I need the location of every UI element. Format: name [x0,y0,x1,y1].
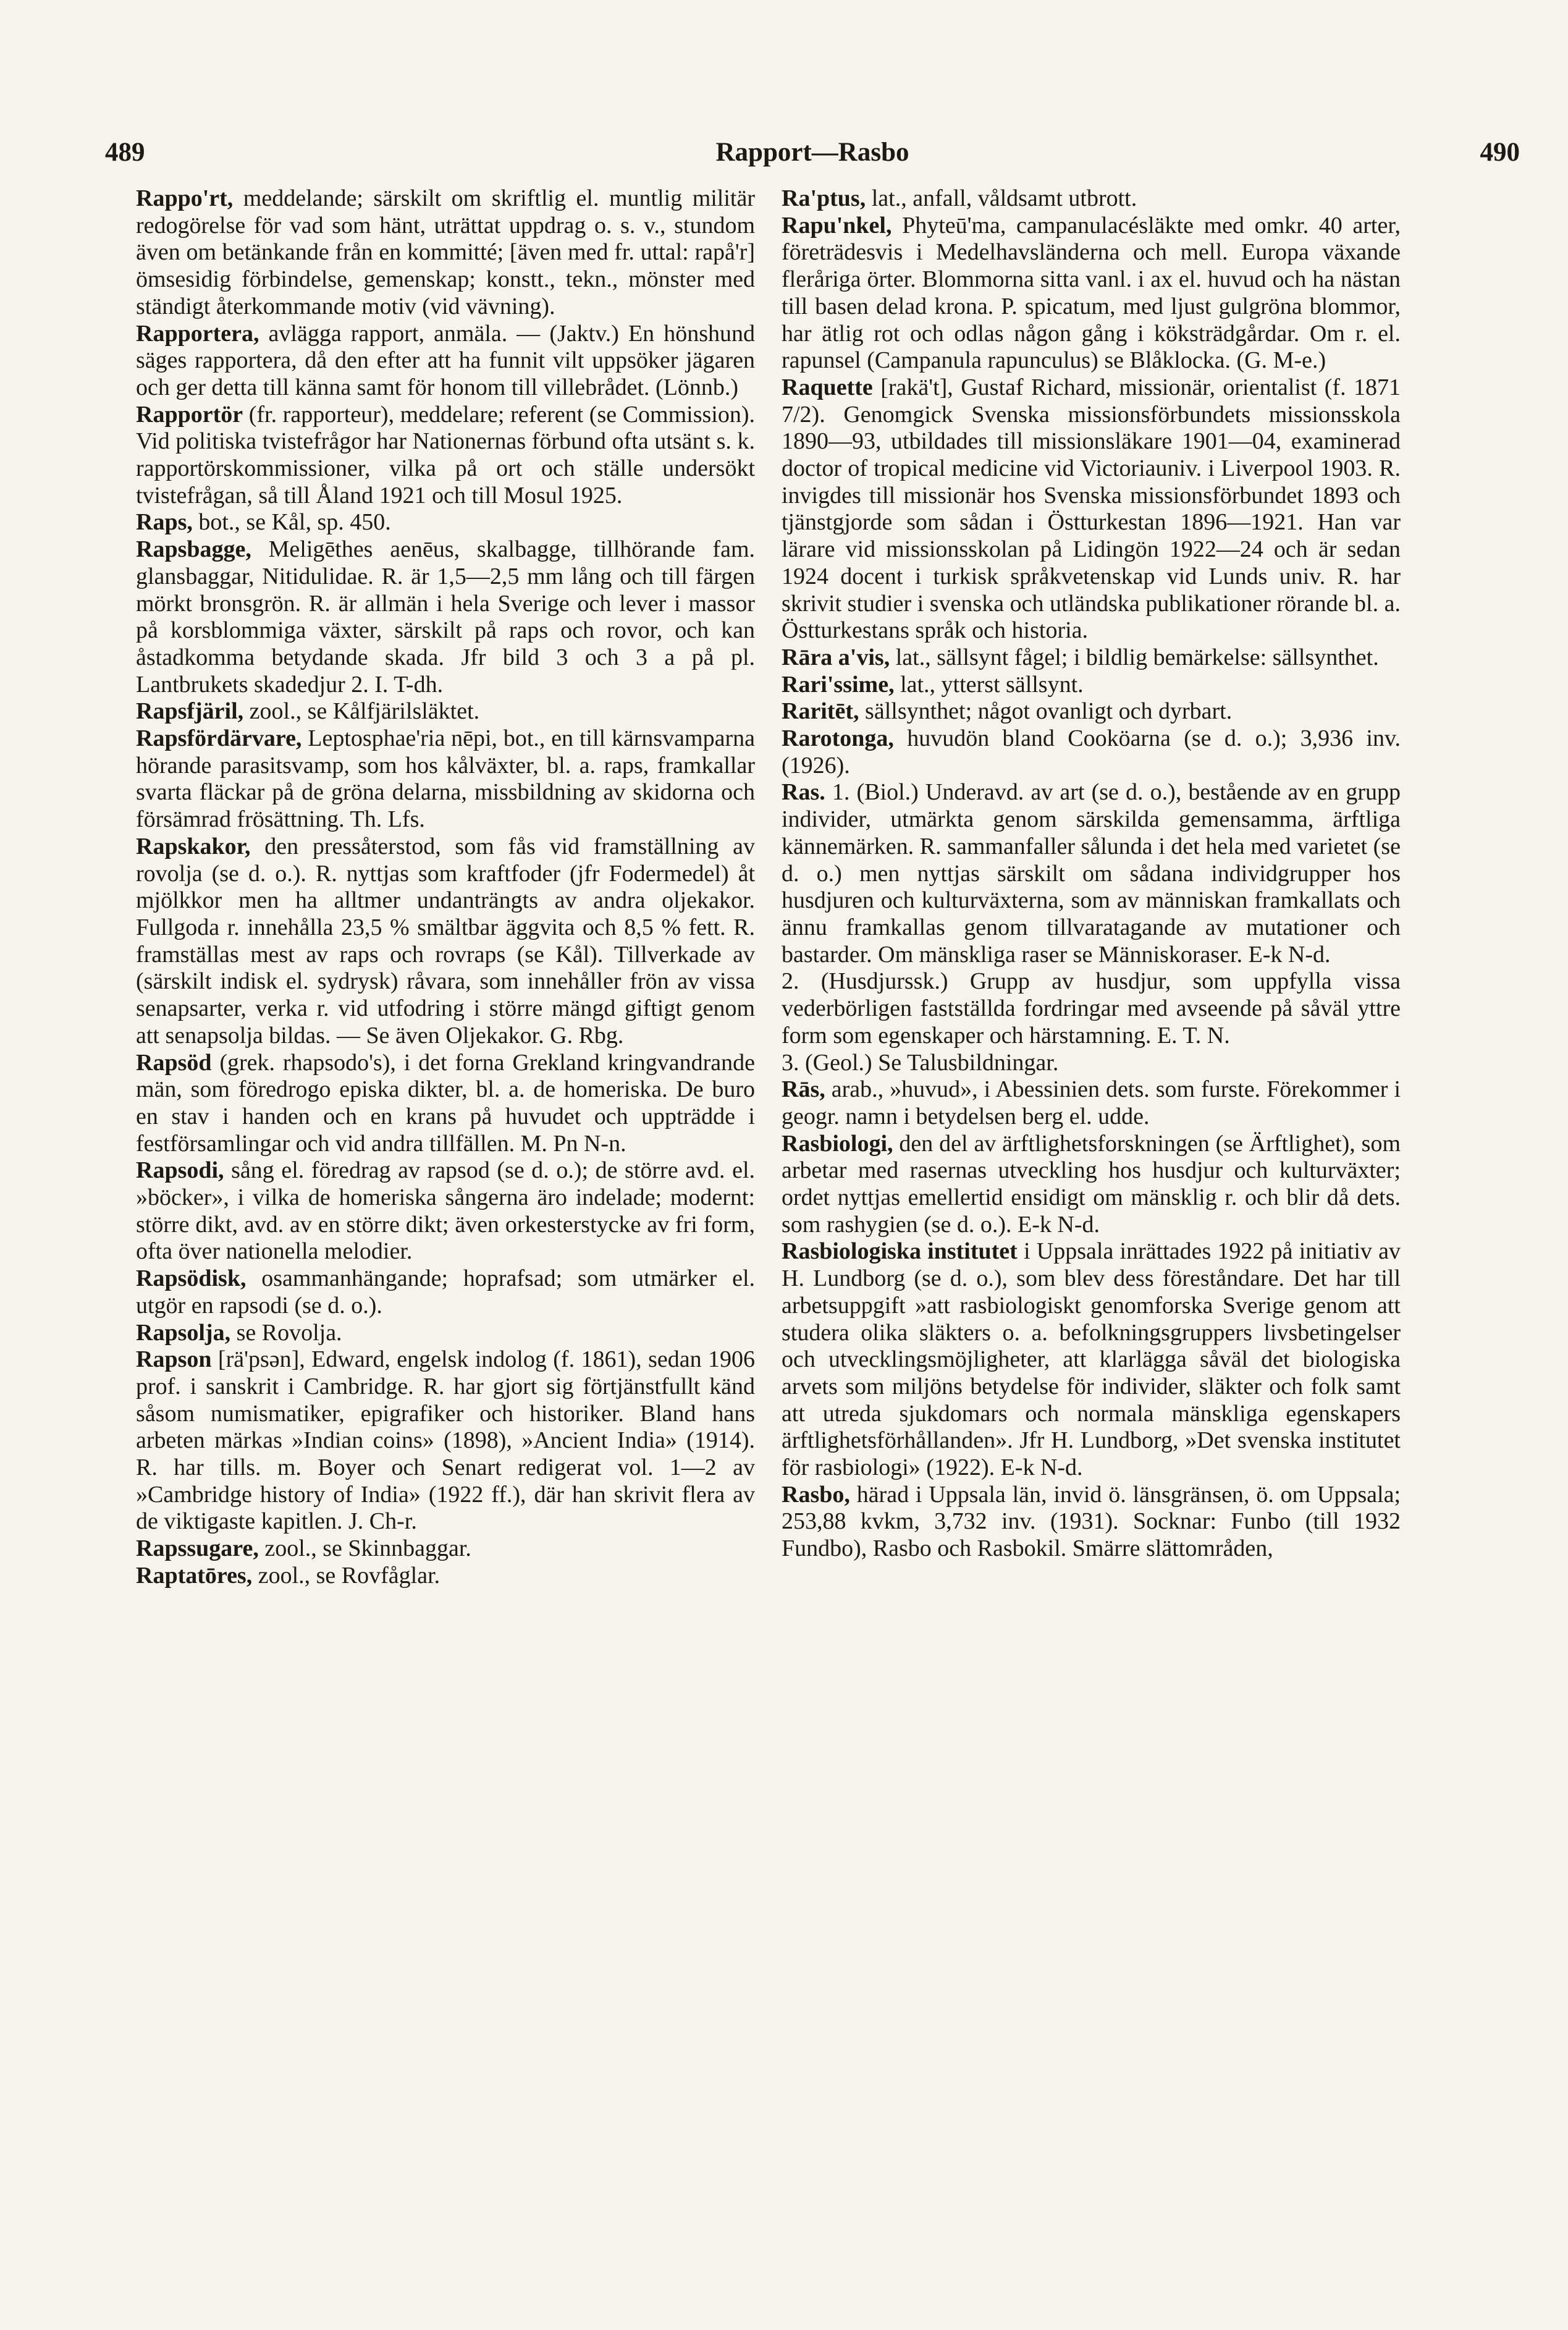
headword: Rapportör [136,401,243,428]
dictionary-entry [136,1320,755,1347]
entry-text: lat., anfall, våldsamt utbrott. [871,185,1137,211]
entry-text: zool., se Kålfjärilsläktet. [249,698,480,725]
entry-text: 1. (Biol.) Underavd. av art (se d. o.), bestående av en grupp individer, utmärkta genom särskilda gemensamma, ärftliga kännemärken. R. sammanfaller sålunda i det hela med varietet (se d. o.) men nyttjas särskilt om sådana individgrupper hos husdjuren och kulturväxterna, som av människan framkallats och ännu framkallas genom tillvaratagande av mutationer och bastarder. Om mänskliga raser se Människoraser. E-k N-d. [782,779,1401,968]
entry-text: arab., »huvud», i Abessinien dets. som furste. Förekommer i geogr. namn i betydelsen berg el. udde. [782,1076,1401,1129]
dictionary-entry [782,185,1401,213]
entry-text: i Uppsala inrättades 1922 på initiativ av H. Lundborg (se d. o.), som blev dess föreståndare. Det har till arbetsuppgift »att rasbiologiskt genomforska Sverige genom att studera olika släkters o. a. befolkningsgruppers livsbetingelser och utvecklingsmöjligheter, att klarlägga såväl det biologiska arvets som miljöns betydelse för individer, släkter och folk samt att utreda sjukdomars och normala mänskliga egenskapers ärftlighetsförhållanden». Jfr H. Lundborg, »Det svenska institutet för rasbiologi» (1922). E-k N-d. [782,1238,1401,1481]
entry-text: [rakä't], Gustaf Richard, missionär, orientalist (f. 1871 7/2). Genomgick Svenska missionsförbundets missionsskola 1890—93, utbildades till missionsläkare 1901—04, examinerad doctor of tropical medicine vid Victoriauniv. i Liverpool 1903. R. invigdes till missionär hos Svenska missionsförbundet 1893 och tjänstgjorde som sådan i Östturkestan 1896—1921. Han var lärare vid missionsskolan på Lidingön 1922—24 och är sedan 1924 docent i turkisk språkvetenskap vid Lunds univ. R. har skrivit studier i svenska och utländska publikationer rörande bl. a. Östturkestans språk och historia. [782,374,1401,644]
dictionary-entry [782,1238,1401,1481]
entry-text: den del av ärftlighetsforskningen (se Ärftlighet), som arbetar med rasernas utveckling hos husdjur och kulturväxter; ordet nyttjas emellertid ensidigt om mänsklig r. och blir då dets. som rashygien (se d. o.). E-k N-d. [782,1130,1401,1238]
headword: Rari'ssime, [782,671,895,698]
dictionary-entry [782,1076,1401,1130]
dictionary-entry [136,1535,755,1563]
page-header [105,137,1520,174]
running-head: Rapport—Rasbo [715,138,909,167]
dictionary-entry [782,968,1401,1049]
entry-text: zool., se Skinnbaggar. [264,1535,471,1562]
headword: Rapsbagge, [136,536,251,563]
dictionary-entry [136,1050,755,1158]
dictionary-entry [782,644,1401,672]
headword: Rapson [136,1346,212,1373]
headword: Raptatōres, [136,1562,253,1589]
dictionary-entry [136,185,755,321]
entry-text: sällsynthet; något ovanligt och dyrbart. [865,698,1233,725]
entry-text: zool., se Rovfåglar. [258,1562,440,1589]
dictionary-entry [782,374,1401,644]
dictionary-entry [136,536,755,698]
dictionary-entry [136,725,755,834]
headword: Raritēt, [782,698,859,725]
entry-text: lat., ytterst sällsynt. [900,671,1084,698]
entry-text: 2. (Husdjurssk.) Grupp av husdjur, som uppfylla vissa vederbörligen fastställda fordringar med avseende på såväl yttre form som egenskaper och härstamning. E. T. N. [782,968,1401,1049]
headword: Raquette [782,374,873,400]
entry-text: meddelande; särskilt om skriftlig el. muntlig militär redogörelse för vad som hänt, uträttat uppdrag o. s. v., stundom även om betänkande från en kommitté; [även med fr. uttal: rapå'r] ömsesidig förbindelse, gemenskap; konstt., tekn., mönster med ständigt återkommande motiv (vid vävning). [136,185,755,319]
headword: Rasbiologi, [782,1130,893,1157]
entry-text: huvudön bland Cooköarna (se d. o.); 3,936 inv. (1926). [782,725,1401,779]
entry-text: avlägga rapport, anmäla. — (Jaktv.) En hönshund säges rapportera, då den efter att ha funnit vilt uppsöker jägaren och ger detta till känna samt för honom till villebrådet. (Lönnb.) [136,320,756,400]
dictionary-entry [782,1482,1401,1563]
dictionary-entry [136,1157,755,1265]
headword: Rapportera, [136,320,259,347]
headword: Rapskakor, [136,833,251,859]
dictionary-entry [136,1265,755,1319]
entry-text: sång el. föredrag av rapsod (se d. o.); de större avd. el. »böcker», i vilka de homeriska sångerna äro indelade; modernt: större dikt, avd. av en större dikt; även orkesterstycke av fri form, ofta över nationella melodier. [136,1157,756,1265]
entry-text: härad i Uppsala län, invid ö. länsgränsen, ö. om Uppsala; 253,88 kvkm, 3,732 inv. (1931). Socknar: Funbo (till 1932 Fundbo), Rasbo och Rasbokil. Smärre slättområden, [782,1481,1401,1562]
dictionary-entry [136,698,755,725]
dictionary-entry [136,1563,755,1590]
headword: Raps, [136,509,193,536]
headword: Rappo'rt, [136,185,234,211]
entry-text: (fr. rapporteur), meddelare; referent (se Commission). Vid politiska tvistefrågor har Nationernas förbund ofta utsänt s. k. rapportörskommissioner, vilka på ort och ställe undersökt tvistefrågan, så till Åland 1921 och till Mosul 1925. [136,401,756,509]
page-number-right: 490 [1480,138,1520,167]
entry-text: Phyteū'ma, campanulacésläkte med omkr. 40 arter, företrädesvis i Medelhavsländerna och mell. Europa växande fleråriga örter. Blommorna sitta vanl. i ax el. huvud och ha nästan till basen delad krona. P. spicatum, med ljust gulgröna blommor, har ätlig rot och odlas någon gång i köksträdgårdar. Om r. el. rapunsel (Campanula rapunculus) se Blåklocka. (G. M-e.) [782,212,1401,374]
dictionary-entry [136,1346,755,1535]
headword: Rapsfördärvare, [136,725,302,752]
headword: Rās, [782,1076,825,1103]
headword: Ra'ptus, [782,185,866,211]
dictionary-entry [782,1050,1401,1077]
headword: Rapsöd [136,1049,212,1076]
entry-text: bot., se Kål, sp. 450. [198,509,391,536]
headword: Rapsödisk, [136,1265,247,1292]
dictionary-entry [782,779,1401,968]
entry-text: osammanhängande; hoprafsad; som utmärker el. utgör en rapsodi (se d. o.). [136,1265,755,1319]
entry-text: Meligēthes aenēus, skalbagge, tillhörande fam. glansbaggar, Nitidulidae. R. är 1,5—2,5 mm lång och till färgen mörkt bronsgrön. R. är allmän i hela Sverige och lever i massor på korsblommiga växter, särskilt på raps och rovor, och kan åstadkomma betydande skada. Jfr bild 3 och 3 a på pl. Lantbrukets skadedjur 2. I. T-dh. [136,536,755,698]
dictionary-entry [136,509,755,536]
entry-text: [rä'psən], Edward, engelsk indolog (f. 1861), sedan 1906 prof. i sanskrit i Cambridge. R. har gjort sig förtjänstfullt känd såsom numismatiker, epigrafiker och historiker. Bland hans arbeten märkas »Indian coins» (1898), »Ancient India» (1914). R. har tills. m. Boyer och Senart redigerat vol. 1—2 av »Cambridge history of India» (1922 ff.), där han skrivit flera av de viktigaste kapitlen. J. Ch-r. [136,1346,756,1535]
entry-text: (grek. rhapsodo's), i det forna Grekland kringvandrande män, som föredrogo episka dikter, bl. a. de homeriska. De buro en stav i handen och en krans på huvudet och uppträdde i festförsamlingar och vid andra tillfällen. M. Pn N-n. [136,1049,756,1157]
entry-text: se Rovolja. [236,1319,342,1346]
headword: Rasbiologiska institutet [782,1238,1018,1265]
headword: Rapsfjäril, [136,698,244,725]
headword: Rarotonga, [782,725,894,752]
entry-text: lat., sällsynt fågel; i bildlig bemärkelse: sällsynthet. [895,644,1379,670]
entry-text: den pressåterstod, som fås vid framställning av rovolja (se d. o.). R. nyttjas som kraftfoder (jfr Fodermedel) åt mjölkkor men ha alltmer undanträngts av andra oljekakor. Fullgoda r. innehålla 23,5 % smältbar äggvita och 8,5 % fett. R. framställas mest av raps och rovraps (se Kål). Tillverkade av (särskilt indisk el. sydrysk) råvara, som innehåller frön av vissa senapsarter, verka r. vid utfodring i större mängd giftigt genom att senapsolja bildas. — Se även Oljekakor. G. Rbg. [136,833,755,1049]
dictionary-entry [782,672,1401,699]
entry-text: Leptosphae'ria nēpi, bot., en till kärnsvamparna hörande parasitsvamp, som hos kålväxter, bl. a. raps, framkallar svarta fläckar på de gröna delarna, missbildning av skidorna och försämrad frösättning. Th. Lfs. [136,725,755,833]
headword: Rasbo, [782,1481,850,1508]
headword: Rapsodi, [136,1157,224,1184]
headword: Rapssugare, [136,1535,259,1562]
headword: Rāra a'vis, [782,644,890,670]
entry-text: 3. (Geol.) Se Talusbildningar. [782,1049,1059,1076]
headword: Rapu'nkel, [782,212,892,238]
right-column [782,185,1401,1563]
dictionary-entry [782,698,1401,725]
dictionary-entry [136,402,755,510]
left-column [136,185,755,1590]
page-number-left: 489 [105,138,145,167]
dictionary-entry [136,321,755,402]
dictionary-entry [136,834,755,1050]
dictionary-entry [782,725,1401,779]
headword: Rapsolja, [136,1319,231,1346]
headword: Ras. [782,779,825,806]
dictionary-entry [782,1131,1401,1239]
dictionary-entry [782,213,1401,374]
